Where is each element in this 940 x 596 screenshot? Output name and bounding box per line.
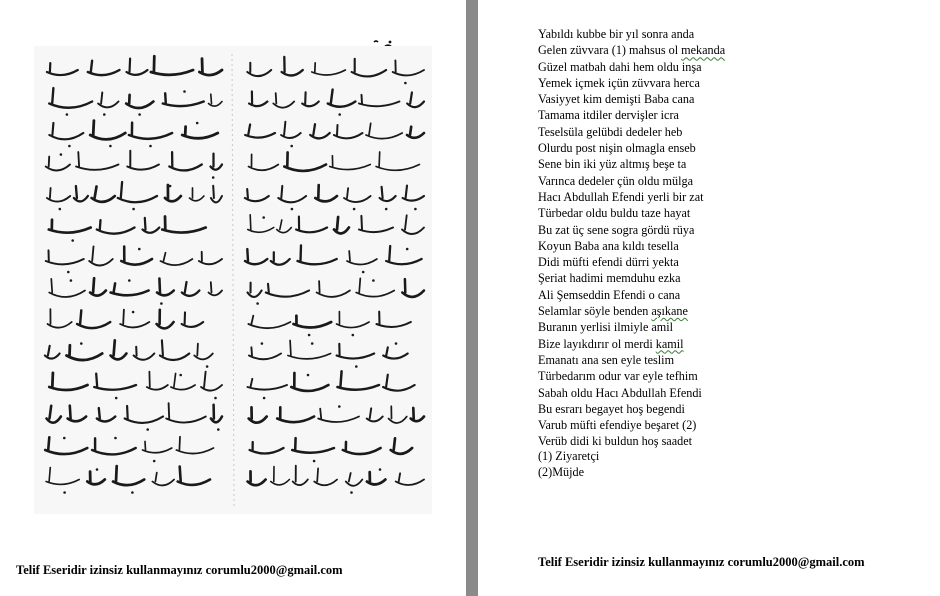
poem-text: Güzel matbah dahi hem oldu inşa — [538, 59, 702, 74]
poem-line — [538, 75, 918, 91]
script-dot — [261, 342, 264, 345]
poem-text: Gelen züvvara (1) mahsus ol — [538, 43, 682, 58]
script-dot — [160, 302, 163, 305]
footnote: (2)Müjde — [538, 464, 585, 479]
poem-line — [538, 238, 918, 254]
poem-text: Sene bin iki yüz altmış beşe ta — [538, 157, 687, 172]
script-dot — [67, 271, 70, 274]
script-dot — [262, 216, 265, 219]
poem-text: Bize layıkdırır ol merdi — [538, 336, 656, 351]
script-dot — [307, 374, 310, 377]
poem-text: Emanatı ana sen eyle teslim — [538, 352, 675, 367]
poem-text: Şeriat hadimi memduhu ezka — [538, 271, 681, 286]
poem-text: Türbedar oldu buldu taze hayat — [538, 206, 691, 221]
manuscript-page — [0, 0, 466, 596]
script-dot — [404, 82, 407, 85]
script-dot — [263, 397, 266, 400]
footnotes — [538, 449, 599, 480]
poem-text: Didi müfti efendi dürri yekta — [538, 255, 679, 270]
script-dot — [63, 437, 66, 440]
poem-line — [538, 352, 918, 368]
poem-line — [538, 222, 918, 238]
script-dot — [291, 208, 294, 211]
script-dot — [114, 437, 117, 440]
copyright-footer-left: Telif Eseridir izinsiz kullanmayınız corumlu2000@gmail.com — [16, 563, 343, 577]
poem-line — [538, 270, 918, 286]
script-dot — [206, 365, 209, 368]
script-dot — [196, 122, 199, 125]
poem-text: Teselsüla gelübdi dedeler heb — [538, 124, 683, 139]
poem-line — [538, 107, 918, 123]
script-dot — [338, 113, 341, 116]
poem-line — [538, 140, 918, 156]
script-dot — [80, 342, 83, 345]
poem-text: Olurdu post nişin olmagla enseb — [538, 141, 696, 156]
poem-text: Hacı Abdullah Efendi yerli bir zat — [538, 189, 704, 204]
script-dot — [352, 334, 355, 337]
poem-line — [538, 401, 918, 417]
script-dot — [308, 334, 311, 337]
poem-line — [538, 433, 918, 449]
script-dot — [379, 468, 382, 471]
poem-line — [538, 156, 918, 172]
script-dot — [362, 271, 365, 274]
poem-line — [538, 254, 918, 270]
poem-text: Varub müfti efendiye beşaret (2) — [538, 418, 697, 433]
poem-line — [538, 287, 918, 303]
poem-text: Bu esrarı begayet hoş begendi — [538, 401, 685, 416]
poem-text: Ali Şemseddin Efendi o cana — [538, 287, 681, 302]
script-dot — [70, 279, 73, 282]
poem-line — [538, 91, 918, 107]
poem-line — [538, 124, 918, 140]
script-dot — [66, 113, 69, 116]
script-dot — [169, 185, 172, 188]
poem-text: Varınca dedeler çün oldu mülga — [538, 173, 693, 188]
script-dot — [395, 342, 398, 345]
script-dot — [138, 113, 141, 116]
poem-text: Buranın yerlisi ilmiyle amil — [538, 320, 674, 335]
poem-text: Türbedarım odur var eyle tefhim — [538, 369, 698, 384]
script-dot — [131, 491, 134, 494]
poem-line — [538, 319, 918, 335]
poem-text: Selamlar söyle benden — [538, 304, 652, 319]
script-dot — [68, 145, 71, 148]
script-dot — [353, 208, 356, 211]
script-dot — [183, 90, 186, 93]
poem-line — [538, 42, 918, 58]
poem-line — [538, 173, 918, 189]
script-dot — [138, 248, 141, 251]
script-dot — [146, 428, 149, 431]
poem-line — [538, 417, 918, 433]
script-dot — [414, 208, 417, 211]
poem-text: Verüb didi ki buldun hoş saadet — [538, 434, 693, 449]
script-dot — [59, 208, 62, 211]
spellcheck-flagged-word: mekanda — [681, 43, 726, 58]
spellcheck-flagged-word: kamil — [655, 336, 684, 351]
transcription-page — [478, 0, 940, 596]
poem-text: Vasiyyet kim demişti Baba cana — [538, 92, 695, 107]
footnote: (1) Ziyaretçi — [538, 449, 600, 463]
script-dot — [372, 279, 375, 282]
poem-text: Tamama itdiler dervişler icra — [538, 108, 679, 123]
script-dot — [385, 208, 388, 211]
script-dot — [179, 374, 182, 377]
script-dot — [128, 279, 131, 282]
script-dot — [217, 428, 220, 431]
poem-text: Bu zat üç sene sogra gördü rüya — [538, 222, 695, 237]
manuscript-scan-image — [34, 46, 432, 514]
spellcheck-flagged-word: aşıkane — [651, 304, 688, 319]
script-dot — [132, 311, 135, 314]
poem-line — [538, 336, 918, 352]
script-dot — [355, 365, 358, 368]
script-dot — [63, 491, 66, 494]
script-dot — [153, 460, 156, 463]
poem-text: Koyun Baba ana kıldı tesella — [538, 238, 679, 253]
poem-line — [538, 189, 918, 205]
poem-line — [538, 205, 918, 221]
script-dot — [338, 405, 341, 408]
poem-line — [538, 26, 918, 42]
script-dot — [406, 248, 409, 251]
script-dot — [256, 302, 259, 305]
copyright-footer-right: Telif Eseridir izinsiz kullanmayınız corumlu2000@gmail.com — [538, 555, 865, 569]
script-dot — [149, 145, 152, 148]
script-dot — [60, 153, 63, 156]
script-dot — [311, 342, 314, 345]
page-gutter — [466, 0, 478, 596]
script-dot — [350, 491, 353, 494]
script-dot — [132, 208, 135, 211]
script-dot — [103, 113, 106, 116]
script-dot — [109, 145, 112, 148]
poem-line — [538, 385, 918, 401]
script-dot — [214, 397, 217, 400]
script-dot — [290, 145, 293, 148]
poem-transcription — [538, 26, 918, 450]
script-dot — [96, 468, 99, 471]
poem-line — [538, 368, 918, 384]
poem-text: Yemek içmek içün züvvara herca — [538, 75, 700, 90]
poem-line — [538, 59, 918, 75]
script-dot — [71, 239, 74, 242]
script-dot — [115, 397, 118, 400]
script-dot — [313, 460, 316, 463]
poem-text: Sabah oldu Hacı Abdullah Efendi — [538, 385, 702, 400]
poem-text: Yabıldı kubbe bir yıl sonra anda — [538, 27, 695, 41]
script-dot — [212, 176, 215, 179]
poem-line — [538, 303, 918, 319]
